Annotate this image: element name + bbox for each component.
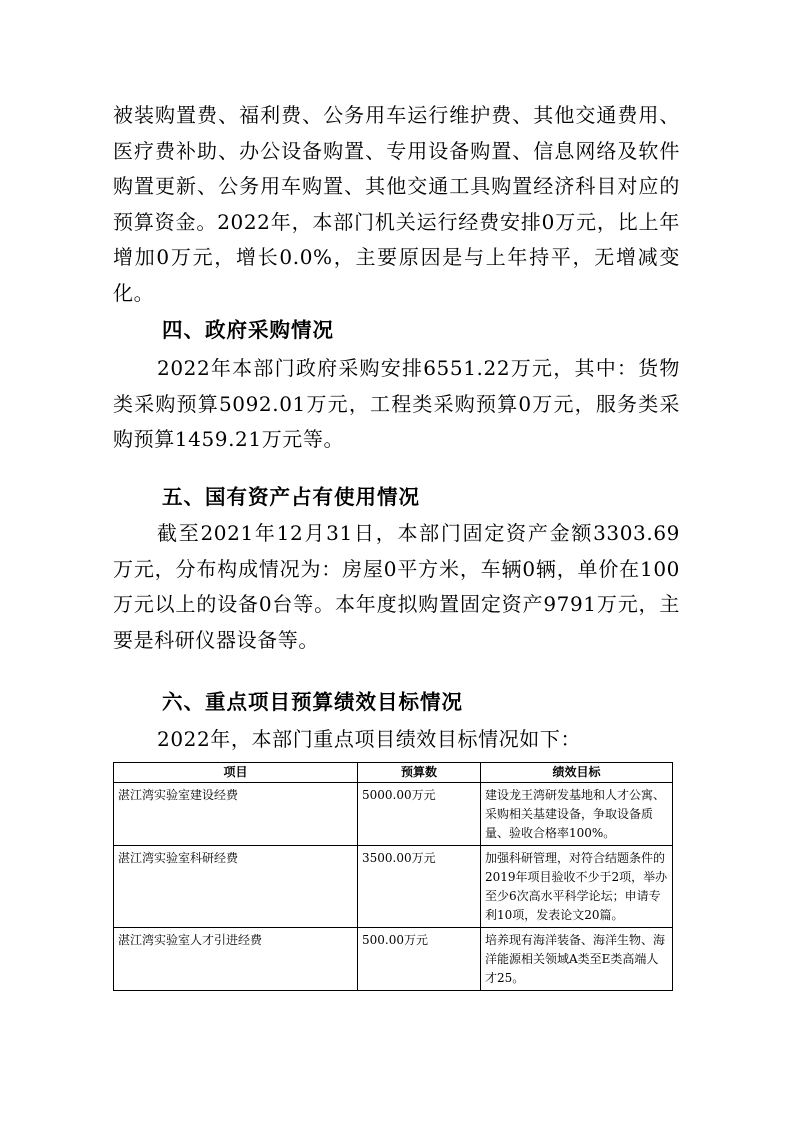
cell-project: 湛江湾实验室建设经费 (114, 783, 358, 846)
cell-goal: 加强科研管理，对符合结题条件的2019年项目验收不少于2项，举办至少6次高水平科学论坛；申请专利10项，发表论文20篇。 (481, 846, 673, 928)
section3-tail-paragraph: 被装购置费、福利费、公务用车运行维护费、其他交通费用、医疗费补助、办公设备购置、专用设备购置、信息网络及软件购置更新、公务用车购置、其他交通工具购置经济科目对应的预算资金。2022年，本部门机关运行经费安排0万元，比上年增加0万元，增长0.0%，主要原因是与上年持平，无增减变化。 (113, 103, 680, 305)
table-header-row (114, 763, 673, 783)
table-row (114, 783, 673, 846)
table-row (114, 846, 673, 928)
cell-budget: 3500.00万元 (358, 846, 481, 928)
performance-goals-table (113, 762, 673, 991)
cell-budget: 500.00万元 (358, 928, 481, 991)
cell-project: 湛江湾实验室科研经费 (114, 846, 358, 928)
section4-heading: 四、政府采购情况 (162, 318, 334, 342)
cell-goal: 建设龙王湾研发基地和人才公寓、采购相关基建设备，争取设备质量、验收合格率100%。 (481, 783, 673, 846)
section4-body: 2022年本部门政府采购安排6551.22万元，其中：货物类采购预算5092.01万元，工程类采购预算0万元，服务类采购预算1459.21万元等。 (113, 356, 680, 451)
cell-budget: 5000.00万元 (358, 783, 481, 846)
cell-project: 湛江湾实验室人才引进经费 (114, 928, 358, 991)
table-row (114, 928, 673, 991)
cell-goal: 培养现有海洋装备、海洋生物、海洋能源相关领域A类至E类高端人才25。 (481, 928, 673, 991)
section6-intro: 2022年，本部门重点项目绩效目标情况如下： (157, 727, 582, 751)
header-goal: 绩效目标 (481, 763, 673, 783)
header-project: 项目 (114, 763, 358, 783)
section5-heading: 五、国有资产占有使用情况 (162, 485, 420, 509)
section5-body: 截至2021年12月31日，本部门固定资产金额3303.69万元，分布构成情况为：房屋0平方米，车辆0辆，单价在100万元以上的设备0台等。本年度拟购置固定资产9791万元，主要是科研仪器设备等。 (113, 521, 680, 652)
header-budget: 预算数 (358, 763, 481, 783)
section6-heading: 六、重点项目预算绩效目标情况 (162, 690, 463, 714)
